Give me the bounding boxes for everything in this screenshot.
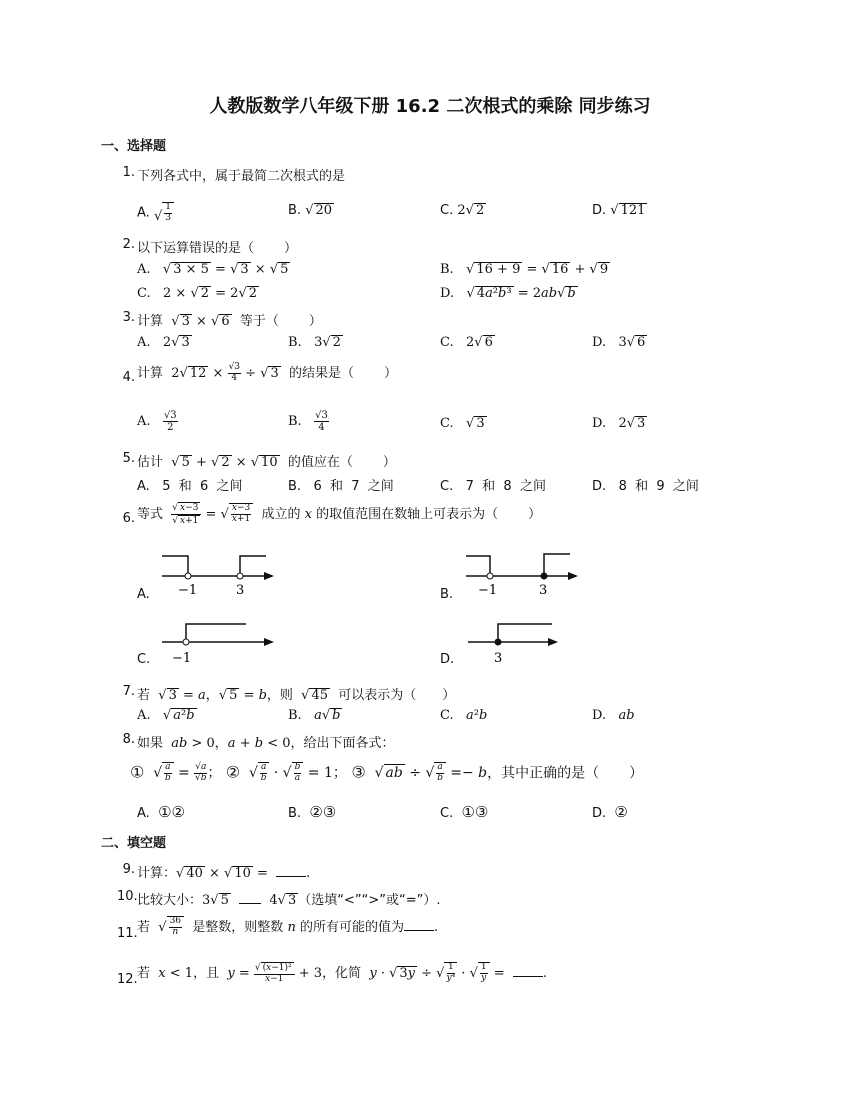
option-d[interactable]: D. 3√ 6: [592, 335, 646, 350]
answer-blank[interactable]: [276, 864, 306, 877]
tick-label-3: 3: [539, 583, 548, 598]
option-label: A.: [137, 335, 151, 350]
option-c[interactable]: C. a²b: [440, 708, 488, 723]
stem-tail: ，化简: [322, 966, 362, 981]
option-label: A.: [137, 806, 150, 821]
option-text: 7 和 8 之间: [465, 479, 546, 494]
question-number: 7.: [122, 684, 135, 699]
circle-2: ②: [225, 762, 241, 782]
stem: 若: [137, 920, 151, 935]
option-c[interactable]: C. 2 × √ 2 = 2√ 2: [137, 286, 258, 301]
denominator: 3: [165, 212, 171, 223]
question-number: 1.: [122, 165, 135, 180]
question-number: 5.: [122, 451, 135, 466]
question-text: 下列各式中，属于最简二次根式的是: [137, 169, 346, 184]
question-number: 12.: [117, 972, 138, 987]
option-c[interactable]: C. √ 3: [440, 416, 485, 431]
stem-tail: 的所有可能的值为: [299, 920, 404, 935]
math-expr: √ 20: [305, 203, 333, 218]
question-text: 若 √ $\frac{36}{n}$ 是整数，则整数 n 的所有可能的值为 .: [137, 916, 439, 937]
tick-label-minus-1: −1: [172, 651, 192, 666]
stem: 估计: [137, 455, 164, 470]
stem-mid: ，且: [193, 966, 220, 981]
option-label: B.: [440, 262, 454, 277]
option-label: A.: [137, 479, 150, 494]
option-label: D.: [592, 335, 607, 350]
option-text: 6 和 7 之间: [313, 479, 394, 494]
option-d[interactable]: D. ab: [592, 708, 635, 723]
option-label: C.: [440, 416, 454, 431]
stem: 若: [137, 688, 151, 703]
option-d[interactable]: D. 2√ 3: [592, 416, 646, 431]
option-label: B.: [288, 708, 302, 723]
question-number: 6.: [122, 511, 135, 526]
option-label: A.: [137, 414, 151, 429]
stem-mid: 是整数，则整数: [192, 920, 284, 935]
stem: 比较大小：: [137, 893, 203, 908]
stem: 如果: [137, 736, 164, 751]
stem: 若: [137, 966, 151, 981]
option-c-label[interactable]: C.: [137, 652, 151, 667]
option-d[interactable]: [592, 203, 647, 219]
close-paren: ）: [384, 366, 398, 381]
close-paren: ）: [308, 314, 322, 329]
section-choice: 一、选择题: [101, 139, 167, 154]
stem: 计算: [137, 314, 164, 329]
stem-mid: ，则: [266, 688, 293, 703]
option-text: 5 和 6 之间: [162, 479, 243, 494]
option-a[interactable]: [137, 202, 174, 224]
stem: 以下运算错误的是（: [137, 241, 255, 256]
statements: ① √ $\frac{a}{b}$ = $\frac{√a}{√b}$ ； ② √ $\frac{a}{b}$ · √ $\frac{b}{a}$ = 1； ③ √ ab ÷ √ $\frac{a}{b}$ =− b，其中正确的是（ ）: [130, 762, 644, 783]
question-text: 若 √ 3 = a，√ 5 = b，则 √ 45 可以表示为（ ）: [137, 688, 456, 703]
option-label: A.: [137, 262, 151, 277]
section-fill-blank: 二、填空题: [101, 836, 167, 851]
option-d[interactable]: [592, 475, 699, 494]
option-label: C.: [440, 335, 454, 350]
option-label: D.: [592, 479, 607, 494]
stem: 计算：: [137, 866, 177, 881]
tick-label-3: 3: [494, 651, 503, 666]
option-label: B.: [288, 414, 302, 429]
option-d-number-line[interactable]: [466, 618, 586, 668]
stem-mid: 成立的: [261, 506, 301, 522]
tick-label-3: 3: [236, 583, 245, 598]
question-number: 9.: [122, 862, 135, 877]
question-number: 8.: [122, 732, 135, 747]
option-text: 8 和 9 之间: [618, 479, 699, 494]
question-text: [137, 237, 297, 256]
stem-tail: （选填“<”“>”或“=”）.: [298, 893, 441, 908]
circle-1: ①: [130, 762, 145, 782]
close-paren: ）: [284, 241, 298, 256]
stem-tail: 等于（: [239, 314, 279, 329]
option-label: C.: [440, 479, 454, 494]
option-label: B.: [288, 806, 302, 821]
stem-tail: ，其中正确的是（: [487, 765, 600, 782]
option-a-label[interactable]: A.: [137, 587, 150, 602]
question-number: 2.: [122, 237, 135, 252]
math-expr: 2√ 2: [457, 203, 485, 218]
question-text: 计算 √ 3 × √ 6 等于（ ）: [137, 314, 322, 329]
option-label: D.: [592, 708, 607, 723]
option-a[interactable]: [137, 803, 185, 821]
option-a[interactable]: A. √ a²b: [137, 708, 195, 723]
option-c[interactable]: [440, 475, 546, 494]
option-a-number-line[interactable]: [160, 548, 280, 598]
close-paren: ）: [629, 765, 644, 782]
option-c[interactable]: [440, 803, 488, 821]
option-text: ①②: [158, 803, 185, 821]
option-b[interactable]: [288, 203, 334, 219]
option-d-label[interactable]: D.: [440, 652, 455, 667]
option-b[interactable]: B. a√ b: [288, 708, 341, 723]
numerator: 1: [165, 202, 171, 212]
option-label: C.: [137, 286, 151, 301]
option-label: D.: [592, 203, 607, 218]
option-b[interactable]: [288, 803, 336, 821]
answer-blank[interactable]: [404, 918, 434, 931]
option-c-number-line[interactable]: [160, 618, 280, 668]
option-label: A.: [137, 708, 151, 723]
option-b[interactable]: [288, 475, 394, 494]
option-c[interactable]: C. 2√ 6: [440, 335, 493, 350]
option-text: ②: [614, 803, 628, 821]
option-label: A.: [137, 205, 150, 221]
answer-blank[interactable]: [239, 891, 261, 904]
math-expr: √ $\frac{1}{3}$: [154, 202, 174, 224]
option-label: B.: [288, 479, 302, 494]
option-a[interactable]: A. √ 3 × 5 = √ 3 × √ 5: [137, 262, 289, 277]
close-paren: ）: [382, 455, 396, 470]
close-paren: ）: [528, 506, 542, 522]
question-text: 比较大小：3√ 5 4√ 3 （选填“<”“>”或“=”）.: [137, 893, 441, 908]
stem-tail: 可以表示为（: [338, 688, 417, 703]
option-text: ①③: [461, 803, 489, 821]
radicand: 20: [315, 203, 333, 218]
option-label: D.: [592, 806, 607, 821]
option-b-label[interactable]: B.: [440, 587, 454, 602]
question-text: 如果 ab > 0，a + b < 0，给出下面各式：: [137, 736, 395, 751]
option-a[interactable]: A. $\frac{√3}{2}$: [137, 410, 177, 433]
option-b[interactable]: B. 3√ 2: [288, 335, 341, 350]
question-number: 3.: [122, 310, 135, 325]
question-text: 计算：√ 40 × √ 10 = .: [137, 866, 311, 881]
option-label: B.: [288, 335, 302, 350]
option-d[interactable]: D. √ 4a²b³ = 2ab√ b: [440, 286, 576, 301]
option-b-number-line[interactable]: [464, 548, 584, 598]
math-expr: √ 121: [610, 203, 646, 218]
option-label: C.: [440, 708, 454, 723]
stem: 计算: [137, 366, 164, 381]
option-label: D.: [592, 416, 607, 431]
option-b[interactable]: B. √ 16 + 9 = √ 16 + √ 9: [440, 262, 609, 277]
coefficient: 2: [457, 203, 466, 218]
radicand: 2: [475, 203, 485, 218]
option-label: B.: [288, 203, 302, 218]
question-text: 等式 $\frac{√ x-3}{√ x+1}$ = √ $\frac{x-3}{x+1}$ 成立的 x 的取值范围在数轴上可表示为（ ）: [137, 503, 542, 526]
tick-label-minus-1: −1: [178, 583, 198, 598]
question-text: 若 x < 1，且 y = $\frac{\text{√ (x−1)²}}{x-1}$ + 3，化简 y · √ 3y ÷ √ $\frac{1}{\text{y⁴}}$ · √ $\frac{1}{y}$ = .: [137, 962, 548, 984]
stem-tail: 的值应在（: [287, 455, 353, 470]
question-number: 4.: [122, 370, 135, 385]
option-a[interactable]: A. 2√ 3: [137, 335, 190, 350]
stem-tail: 的结果是（: [289, 366, 355, 381]
question-number: 11.: [117, 926, 138, 941]
option-label: C.: [440, 203, 454, 218]
option-text: ②③: [309, 803, 337, 821]
radicand: 121: [620, 203, 646, 218]
option-label: C.: [440, 806, 454, 821]
question-text: 计算 2√ 12 × $\frac{√3}{4}$ ÷ √ 3 的结果是（ ）: [137, 362, 398, 383]
option-c[interactable]: [440, 203, 486, 219]
tick-label-minus-1: −1: [478, 583, 498, 598]
stem-tail: 的取值范围在数轴上可表示为（: [316, 506, 499, 522]
option-b[interactable]: B. $\frac{√3}{4}$: [288, 410, 328, 433]
close-paren: ）: [442, 688, 456, 703]
question-text: 估计 √ 5 + √ 2 × √ 10 的值应在（ ）: [137, 455, 396, 470]
answer-blank[interactable]: [513, 964, 543, 977]
page-title: 人教版数学八年级下册 16.2 二次根式的乘除 同步练习: [209, 96, 651, 117]
stem: 等式: [137, 506, 164, 522]
question-number: 10.: [117, 889, 138, 904]
stem-tail: ，给出下面各式：: [290, 736, 395, 751]
option-d[interactable]: [592, 803, 628, 821]
option-a[interactable]: [137, 475, 243, 494]
circle-3: ③: [351, 762, 366, 782]
option-label: D.: [440, 286, 455, 301]
